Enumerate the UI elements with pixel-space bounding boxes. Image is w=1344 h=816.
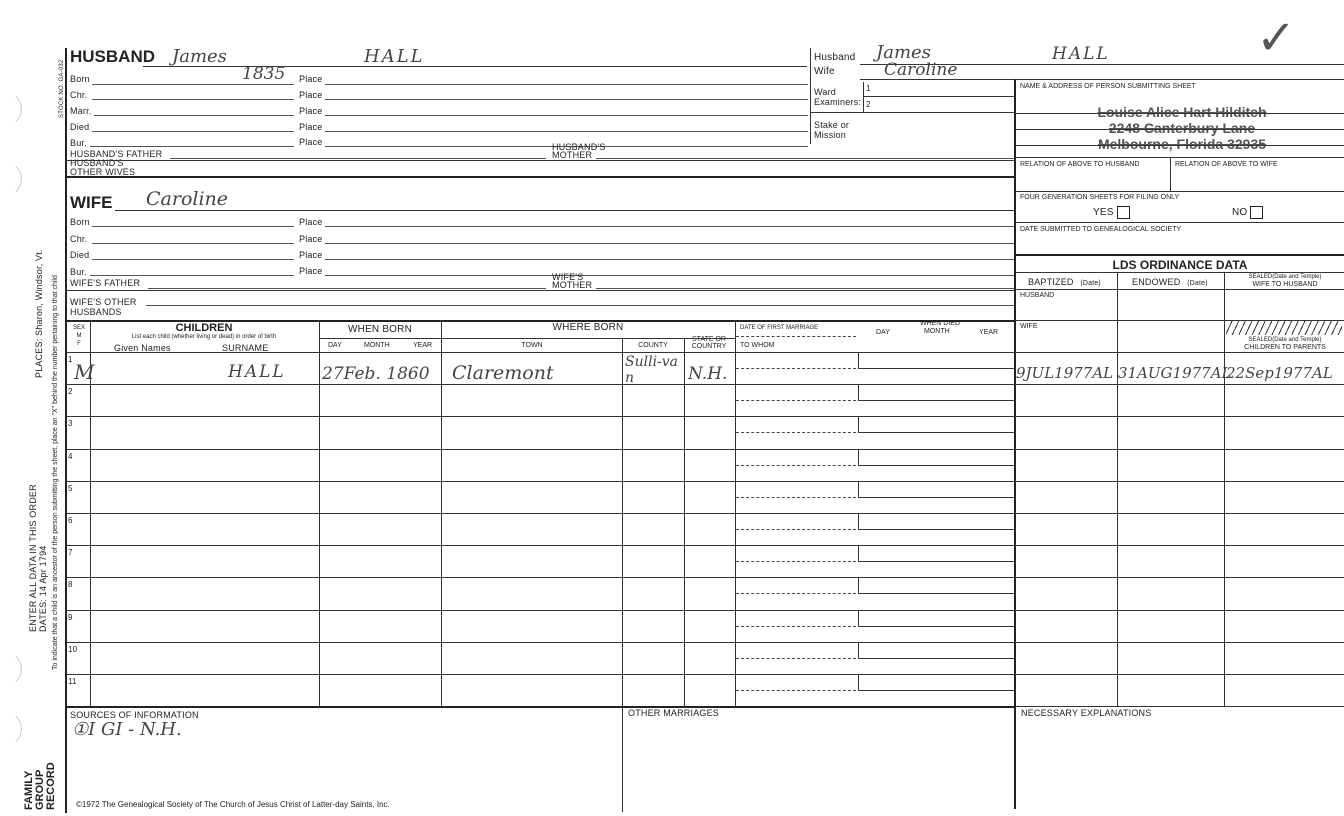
summary-wife-given[interactable]: Caroline — [884, 60, 958, 80]
footer-top-right — [1016, 706, 1344, 707]
marriage-dash — [736, 658, 856, 659]
submitter-street: 2248 Canterbury Lane — [1108, 120, 1256, 136]
left-border — [65, 48, 67, 813]
died-bracket — [858, 384, 1015, 401]
died-bracket — [858, 513, 1015, 530]
bur-date-line — [90, 146, 294, 147]
four-gen-label: FOUR GENERATION SHEETS FOR FILING ONLY — [1020, 194, 1180, 201]
where-born-header: WHERE BORN — [552, 322, 624, 333]
header-bottom — [66, 352, 1344, 353]
wife-given-name[interactable]: Caroline — [146, 188, 229, 210]
husband-surname[interactable]: HALL — [364, 46, 425, 67]
place-label: Place — [299, 106, 323, 116]
binder-hole — [0, 160, 22, 198]
row-number: 11 — [68, 677, 77, 686]
child1-endowed[interactable]: 31AUG1977AL — [1118, 364, 1232, 382]
child1-county[interactable]: Sulli-van — [625, 354, 679, 386]
header-dash — [736, 336, 856, 337]
row-line — [66, 610, 1344, 611]
born-label: Born — [70, 217, 90, 227]
wife-born-place-line — [325, 226, 1014, 227]
to-whom-header: TO WHOM — [740, 342, 775, 349]
mother-label-line: MOTHER — [552, 280, 593, 290]
child1-baptized[interactable]: 9JUL1977AL — [1016, 364, 1114, 382]
baptized-header — [1028, 277, 1101, 287]
wifes-mother-line — [596, 288, 1014, 289]
summary-husband-label: Husband — [814, 52, 856, 63]
died-place-line — [325, 131, 808, 132]
wifes-father-line — [148, 288, 546, 289]
marriage-dash — [736, 593, 856, 594]
died-date-line — [92, 131, 294, 132]
died-bracket — [858, 610, 1015, 627]
bur-label: Bur. — [70, 267, 87, 277]
place-label: Place — [299, 90, 323, 100]
wifes-mother-label — [552, 273, 592, 289]
died-bracket — [858, 642, 1015, 659]
row-line — [66, 545, 1344, 546]
fgr-line: FAMILY — [23, 770, 35, 810]
other-husbands-line: WIFE'S OTHER — [70, 297, 137, 307]
copyright: ©1972 The Genealogical Society of The Church of Jesus Christ of Latter-day Saints, Inc. — [76, 800, 390, 809]
place-label: Place — [299, 74, 323, 84]
lds-header-bottom — [1016, 289, 1344, 290]
approval-check: ✓ — [1256, 10, 1297, 66]
row-line — [66, 642, 1344, 643]
born-place-line — [325, 84, 808, 85]
row-number: 10 — [68, 645, 78, 654]
lds-col-1 — [1117, 272, 1118, 706]
marriage-dash — [736, 497, 856, 498]
husband-born-year[interactable]: 1835 — [242, 64, 286, 84]
mother-label-line: HUSBAND'S — [552, 142, 606, 152]
sources-value[interactable]: ①I GI - N.H. — [72, 719, 182, 740]
lds-title: LDS ORDINANCE DATA — [1112, 258, 1248, 272]
other-wives-line: HUSBAND'S — [70, 158, 124, 168]
relation-bottom — [1016, 191, 1344, 192]
row-line — [66, 416, 1344, 417]
addr-line-1 — [1016, 113, 1344, 114]
summary-husband-surname[interactable]: HALL — [1052, 44, 1110, 64]
other-husbands-line: HUSBANDS — [70, 307, 122, 317]
husband-section-bottom — [66, 176, 1014, 178]
child1-sex[interactable]: M — [74, 360, 95, 384]
place-label: Place — [299, 137, 323, 147]
born-date-line — [92, 84, 294, 85]
place-label: Place — [299, 217, 323, 227]
wife-died-date-line — [92, 259, 294, 260]
sex-line: M — [76, 333, 82, 339]
sex-header — [70, 324, 88, 348]
row-line — [66, 513, 1344, 514]
wifes-other-husbands-label — [70, 297, 137, 317]
born-year-header: YEAR — [413, 342, 433, 349]
footer-top — [66, 706, 1014, 708]
mission-label: Mission — [814, 130, 846, 140]
died-day-header: DAY — [876, 329, 890, 336]
child1-born[interactable]: 27Feb. 1860 — [322, 364, 430, 384]
ward-bottom-line — [810, 112, 1014, 113]
addr-line-2 — [1016, 129, 1344, 130]
sealed-hatch — [1226, 321, 1342, 335]
died-bracket — [858, 416, 1015, 433]
marriage-dash — [736, 561, 856, 562]
surname-header: SURNAME — [222, 343, 269, 353]
date-submitted-label: DATE SUBMITTED TO GENEALOGICAL SOCIETY — [1020, 226, 1182, 233]
side-dates: DATES: 14 Apr 1794 — [38, 545, 48, 632]
place-label: Place — [299, 234, 323, 244]
wife-died-place-line — [325, 259, 1014, 260]
marr-label: Marr. — [70, 106, 92, 116]
row-line — [66, 384, 1344, 385]
chr-place-line — [325, 99, 808, 100]
child1-town[interactable]: Claremont — [452, 362, 554, 384]
side-enter: ENTER ALL DATA IN THIS ORDER — [28, 484, 38, 632]
examiners-label: Examiners: — [814, 97, 862, 107]
endowed-label: ENDOWED — [1132, 277, 1181, 287]
state-line: STATE OR — [692, 336, 726, 343]
died-bracket — [858, 545, 1015, 562]
husbands-other-wives-label — [70, 159, 135, 177]
baptized-date-hint: (Date) — [1080, 280, 1101, 287]
state-line: COUNTRY — [691, 343, 727, 350]
row-line — [66, 481, 1344, 482]
no-option[interactable] — [1232, 206, 1263, 219]
endowed-header — [1132, 277, 1208, 287]
marriage-dash — [736, 626, 856, 627]
born-month-header: MONTH — [364, 342, 390, 349]
child1-surname[interactable]: HALL — [228, 362, 286, 382]
baptized-label: BAPTIZED — [1028, 277, 1074, 287]
binder-hole — [0, 650, 22, 688]
marr-date-line — [94, 115, 294, 116]
marriage-dash — [736, 368, 856, 369]
place-label: Place — [299, 266, 323, 276]
when-died-header: WHEN DIED — [919, 320, 961, 327]
husband-heading: HUSBAND — [70, 47, 155, 66]
side-indicate: To indicate that a child is an ancestor of the person submitting the sheet, place an "X" behind the number pertaining to that child — [52, 275, 59, 670]
died-month-header: MONTH — [924, 328, 950, 335]
husbands-mother-line — [596, 158, 1014, 159]
when-born-header: WHEN BORN — [347, 324, 413, 335]
side-places: PLACES: Sharon, Windsor, Vt. — [34, 249, 44, 378]
husbands-mother-label — [552, 143, 606, 159]
row-number: 9 — [68, 613, 73, 622]
explanations-label: NECESSARY EXPLANATIONS — [1021, 708, 1152, 718]
examiner-mid-line — [863, 96, 1014, 97]
child1-state[interactable]: N.H. — [688, 364, 728, 384]
given-names-header: Given Names — [114, 343, 171, 353]
endowed-date-hint: (Date) — [1187, 280, 1208, 287]
marriage-dash — [736, 400, 856, 401]
row-number: 3 — [68, 419, 73, 428]
submitter-label: NAME & ADDRESS OF PERSON SUBMITTING SHEET — [1020, 83, 1196, 90]
town-header: TOWN — [521, 342, 543, 349]
died-bracket — [858, 674, 1015, 691]
summary-box-left — [810, 48, 811, 144]
four-gen-bottom — [1016, 222, 1344, 223]
born-label: Born — [70, 74, 90, 84]
lds-husband-row-label: HUSBAND — [1020, 292, 1055, 299]
died-bracket — [858, 352, 1015, 369]
died-bracket — [858, 449, 1015, 466]
yes-checkbox[interactable] — [1117, 206, 1130, 219]
stake-label: Stake or — [814, 120, 850, 130]
wife-heading: WIFE — [70, 193, 113, 212]
sealed-wife-header — [1228, 273, 1342, 289]
sealed-children-header — [1228, 336, 1342, 352]
first-marriage-header: DATE OF FIRST MARRIAGE — [740, 325, 819, 331]
examiners-divider — [863, 82, 864, 112]
fgr-line: RECORD — [45, 762, 57, 810]
fgr-line: GROUP — [34, 769, 46, 810]
row-line — [66, 674, 1344, 675]
no-checkbox[interactable] — [1250, 206, 1263, 219]
submitter-city: Melbourne, Florida 32935 — [1097, 136, 1267, 152]
died-bracket — [858, 577, 1015, 594]
no-label: NO — [1232, 207, 1248, 219]
born-day-header: DAY — [328, 342, 342, 349]
marr-place-line — [325, 115, 808, 116]
addr-line-3 — [1016, 145, 1344, 146]
died-label: Died — [70, 122, 90, 132]
relation-top — [1016, 157, 1344, 158]
row-line — [66, 449, 1344, 450]
row-number: 6 — [68, 516, 73, 525]
marriage-dash — [736, 432, 856, 433]
relation-divider — [1170, 157, 1171, 191]
county-header: COUNTY — [638, 342, 668, 349]
mother-label-line: WIFE'S — [552, 272, 584, 282]
where-born-subline — [441, 338, 735, 339]
relation-husband-label: RELATION OF ABOVE TO HUSBAND — [1020, 161, 1140, 168]
wife-name-line — [115, 210, 1014, 211]
husbands-father-label: HUSBAND'S FATHER — [70, 149, 163, 159]
died-label: Died — [70, 250, 90, 260]
row-number: 7 — [68, 548, 73, 557]
yes-option[interactable] — [1093, 206, 1130, 219]
relation-wife-label: RELATION OF ABOVE TO WIFE — [1175, 161, 1278, 168]
right-panel-left — [1014, 79, 1016, 809]
place-label: Place — [299, 122, 323, 132]
child1-sealed[interactable]: 22Sep1977AL — [1226, 364, 1333, 382]
col-town — [622, 338, 623, 706]
place-label: Place — [299, 250, 323, 260]
footer-col — [622, 706, 623, 812]
sources-label: SOURCES OF INFORMATION — [70, 710, 199, 720]
row-number: 2 — [68, 387, 73, 396]
wifes-father-label: WIFE'S FATHER — [70, 278, 141, 288]
lds-top — [1016, 254, 1344, 256]
died-bracket — [858, 481, 1015, 498]
marriage-dash — [736, 465, 856, 466]
when-born-subline — [319, 338, 441, 339]
children-title: CHILDREN — [175, 322, 233, 334]
sealed-wife-line: SEALED(Date and Temple) — [1248, 274, 1322, 280]
wife-born-date-line — [92, 226, 294, 227]
chr-date-line — [92, 99, 294, 100]
other-marriages-label: OTHER MARRIAGES — [628, 708, 720, 718]
husband-given-name[interactable]: James — [172, 46, 227, 67]
examiner-1: 1 — [866, 84, 871, 93]
summary-wife-label: Wife — [814, 66, 835, 77]
wife-divider — [66, 290, 1014, 291]
bur-label: Bur. — [70, 138, 87, 148]
sex-line: F — [77, 341, 81, 347]
sex-line: SEX — [72, 325, 85, 331]
row-number: 8 — [68, 580, 73, 589]
chr-label: Chr. — [70, 234, 88, 244]
row-number: 5 — [68, 484, 73, 493]
wife-bur-date-line — [90, 275, 294, 276]
died-year-header: YEAR — [979, 329, 999, 336]
stock-number: STOCK NO. GA-032 — [59, 59, 65, 118]
ward-label: Ward — [814, 87, 836, 97]
sealed-children-line: SEALED(Date and Temple) — [1248, 337, 1322, 343]
wifes-other-husbands-line — [146, 305, 1014, 306]
lds-col-2 — [1224, 272, 1225, 706]
family-group-record-title — [24, 762, 57, 810]
marriage-dash — [736, 529, 856, 530]
col-county — [684, 338, 685, 706]
wife-bur-place-line — [325, 275, 1014, 276]
husband-divider — [66, 160, 1014, 161]
other-wives-line: OTHER WIVES — [70, 167, 136, 177]
chr-label: Chr. — [70, 90, 88, 100]
wife-chr-place-line — [325, 243, 1014, 244]
binder-hole — [0, 90, 22, 128]
wife-chr-date-line — [92, 243, 294, 244]
row-number: 4 — [68, 452, 73, 461]
summary-husband-given[interactable]: James — [876, 42, 931, 63]
examiner-2: 2 — [866, 100, 871, 109]
yes-label: YES — [1093, 207, 1114, 219]
sealed-wife-line: WIFE TO HUSBAND — [1252, 281, 1318, 288]
lds-wife-row-label: WIFE — [1020, 323, 1038, 330]
row-line — [66, 577, 1344, 578]
mother-label-line: MOTHER — [552, 150, 593, 160]
summary-wife-line — [860, 79, 1344, 80]
submitter-name: Louise Alice Hart Hilditch — [1097, 104, 1267, 120]
binder-hole — [0, 710, 22, 748]
husbands-father-line — [170, 158, 546, 159]
marriage-dash — [736, 690, 856, 691]
row-number: 1 — [68, 355, 73, 364]
sealed-children-line: CHILDREN TO PARENTS — [1244, 344, 1326, 351]
children-subtitle: List each child (whether living or dead) in order of birth — [131, 334, 277, 340]
